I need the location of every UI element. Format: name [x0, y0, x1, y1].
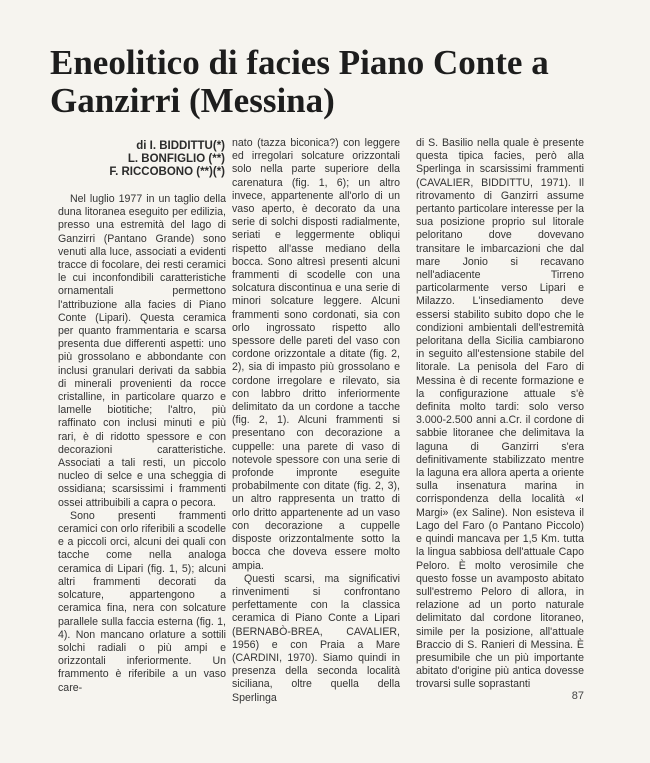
article-title: Eneolitico di facies Piano Conte a Ganzirri (Messina) — [50, 43, 549, 120]
paragraph: di S. Basilio nella quale è presente questa tipica facies, però alla Sperlinga in scarsissimi frammenti (CAVALIER, BIDDITTU, 1971). Il ritrovamento di Ganzirri assume pertanto particolare interesse per la sua posizione proprio sul litorale peloritano dove dovevano transitare le imbarcazioni che dal mare Jonio si recavano nell'adiacente Tirreno particolarmente verso Lipari e Milazzo. L'insediamento deve essersi stabilito subito dopo che le condizioni ambientali dell'estremità peloritana della Sicilia cambiarono in seguito all'estensione stabile del litorale. La penisola del Faro di Messina è di recente formazione e la configurazione attuale s'è definita molto tardi: solo verso 3.000-2.500 anni a.Cr. il cordone di sabbie litoranee che delimitava la laguna di Ganzirri s'era definitivamente stabilizzato mentre la laguna era allora aperta a oriente sulla insenatura marina in corrispondenza della località «I Margi» (ex Saline). Non esisteva il Lago del Faro (o Pantano Piccolo) e quindi mancava per 1,5 Km. tutta la lingua sabbiosa dell'attuale Capo Peloro. È molto verosimile che questo fosse un avamposto abitato sull'estremo Peloro di allora, in relazione ad un porto naturale delimitato dal cordone litoraneo, simile per la posizione, all'attuale Braccio di S. Ranieri di Messina. È presumibile che un più importante abitato d'origine più antica dovesse trovarsi sulle soprastanti — [416, 137, 584, 691]
text-column-2 — [232, 137, 400, 705]
author-block — [50, 140, 225, 179]
paragraph: Sono presenti frammenti ceramici con orlo riferibili a scodelle e a piccoli orci, alcuni dei quali con tacche come nella analoga ceramica di Lipari (fig. 1, 5); alcuni altri frammenti decorati da solcature, appartengono a ceramica fina, nera con solcature parallele sulla faccia esterna (fig. 1, 4). Non mancano orlature a sottili solchi radiali o più ampi e orizzontali inferiormente. Un frammento è riferibile a un vaso care- — [58, 509, 226, 694]
text-column-3 — [416, 137, 584, 692]
author-line: F. RICCOBONO (**)(*) — [109, 166, 225, 178]
text-column-1 — [58, 193, 226, 695]
page-number: 87 — [571, 690, 584, 702]
paragraph: Questi scarsi, ma significativi rinvenimenti si confrontano perfettamente con la classica ceramica di Piano Conte a Lipari (BERNABÒ-BREA, CAVALIER, 1956) e con Praia a Mare (CARDINI, 1970). Siamo quindi in presenza della seconda località siciliana, oltre quella della Sperlinga — [232, 572, 400, 704]
paragraph: Nel luglio 1977 in un taglio della duna litoranea eseguito per edilizia, presso una estremità del lago di Ganzirri (Pantano Grande) sono venuti alla luce, associati a evidenti tracce di focolare, dei resti ceramici le cui inconfondibili caratteristiche ornamentali permettono l'attribuzione alla facies di Piano Conte (Lipari). Questa ceramica per quanto frammentaria e scarsa presenta due differenti aspetti: uno più grossolano e abbondante con inclusi granulari derivati da sabbia di minerali provenienti da rocce cristalline, in particolare quarzo e lamelle biotitiche; l'altro, più raffinato con inclusi minuti e più rari, è di ridotto spessore e con decorazioni caratteristiche. Associati a tali resti, un piccolo nucleo di selce e una scheggia di ossidiana; scarsissimi i frammenti ossei attribuibili a capra o pecora. — [58, 193, 226, 509]
author-line: di I. BIDDITTU(*) — [136, 140, 225, 152]
paragraph: nato (tazza biconica?) con leggere ed irregolari solcature orizzontali solo nella parte superiore della carenatura (fig. 1, 6); un altro invece, appartenente all'orlo di un vaso aperto, è decorato da una serie di solchi disposti radialmente, seriati e leggermente obliqui rispetto all'asse mediano della bocca. Sono altresì presenti alcuni frammenti di scodelle con una solcatura discontinua e una serie di minori solcature leggere. Alcuni frammenti sono cordonati, sia con orlo ingrossato rispetto allo spessore delle pareti del vaso con cordone orizzontale a ditate (fig. 2, 2), sia di impasto più grossolano e cordone irregolare e rilevato, sia con labbro dritto inferiormente delimitato da un cordone a tacche (fig. 2, 1). Alcuni frammenti si presentano con decorazione a cuppelle: una parete di vaso di notevole spessore con una serie di profonde impronte eseguite probabilmente con ditate (fig. 2, 3), un altro rappresenta un tratto di orlo dritto appartenente ad un vaso con decorazione a cuppelle disposte orizzontalmente sotto la bocca che doveva essere molto ampia. — [232, 137, 400, 572]
author-line: L. BONFIGLIO (**) — [127, 153, 225, 165]
